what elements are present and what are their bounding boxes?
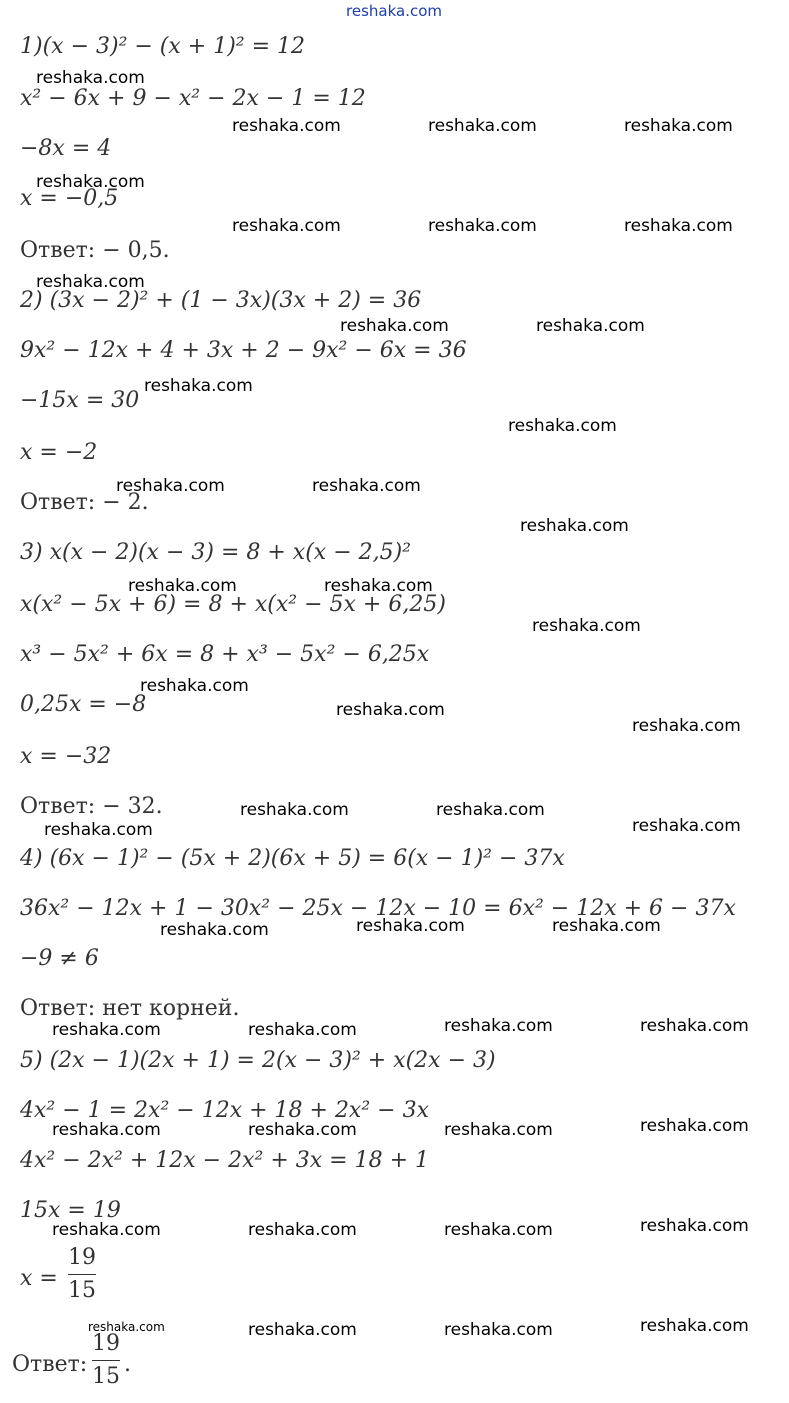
answer-4: Ответ: нет корней.	[20, 996, 240, 1021]
line-3-equation: 3) x(x − 2)(x − 3) = 8 + x(x − 2,5)²	[20, 540, 412, 565]
line-1-expanded: x² − 6x + 9 − x² − 2x − 1 = 12	[20, 86, 366, 111]
line-4-result: −9 ≠ 6	[20, 946, 99, 971]
watermark: reshaka.com	[36, 272, 145, 292]
watermark: reshaka.com	[444, 1016, 553, 1036]
watermark: reshaka.com	[336, 700, 445, 720]
line-3-expanded: x(x² − 5x + 6) = 8 + x(x² − 5x + 6,25)	[20, 592, 446, 617]
line-4-equation: 4) (6x − 1)² − (5x + 2)(6x + 5) = 6(x − 1)² − 37x	[20, 846, 565, 871]
watermark: reshaka.com	[632, 716, 741, 736]
watermark: reshaka.com	[128, 576, 237, 596]
watermark: reshaka.com	[640, 1016, 749, 1036]
watermark: reshaka.com	[444, 1220, 553, 1240]
line-2-root: x = −2	[20, 440, 98, 465]
fraction-bar	[68, 1274, 96, 1275]
watermark: reshaka.com	[640, 1216, 749, 1236]
watermark: reshaka.com	[140, 676, 249, 696]
watermark: reshaka.com	[36, 172, 145, 192]
line-2-expanded: 9x² − 12x + 4 + 3x + 2 − 9x² − 6x = 36	[20, 338, 467, 363]
line-5-root-fraction	[68, 1244, 96, 1305]
fraction-denominator: 15	[68, 1278, 96, 1303]
fraction-denominator: 15	[92, 1364, 120, 1389]
line-3-root: x = −32	[20, 744, 112, 769]
watermark: reshaka.com	[52, 1220, 161, 1240]
line-5-root-label: x =	[20, 1266, 58, 1291]
watermark: reshaka.com	[52, 1120, 161, 1140]
watermark: reshaka.com	[232, 116, 341, 136]
watermark: reshaka.com	[444, 1320, 553, 1340]
watermark: reshaka.com	[144, 376, 253, 396]
watermark: reshaka.com	[340, 316, 449, 336]
line-1-equation: 1)(x − 3)² − (x + 1)² = 12	[20, 34, 306, 59]
watermark: reshaka.com	[624, 116, 733, 136]
watermark: reshaka.com	[444, 1120, 553, 1140]
answer-2: Ответ: − 2.	[20, 490, 149, 515]
line-2-equation: 2) (3x − 2)² + (1 − 3x)(3x + 2) = 36	[20, 288, 422, 313]
watermark: reshaka.com	[52, 1020, 161, 1040]
watermark: reshaka.com	[232, 216, 341, 236]
answer-1: Ответ: − 0,5.	[20, 238, 170, 263]
line-1-simplified: −8x = 4	[20, 136, 112, 161]
watermark: reshaka.com	[356, 916, 465, 936]
watermark: reshaka.com	[44, 820, 153, 840]
watermark: reshaka.com	[532, 616, 641, 636]
watermark: reshaka.com	[552, 916, 661, 936]
answer-5-fraction	[92, 1330, 120, 1391]
watermark: reshaka.com	[160, 920, 269, 940]
line-5-expanded: 4x² − 1 = 2x² − 12x + 18 + 2x² − 3x	[20, 1098, 429, 1123]
watermark: reshaka.com	[436, 800, 545, 820]
line-5-collected: 4x² − 2x² + 12x − 2x² + 3x = 18 + 1	[20, 1148, 429, 1173]
watermark: reshaka.com	[508, 416, 617, 436]
line-1-root: x = −0,5	[20, 186, 119, 211]
watermark: reshaka.com	[640, 1316, 749, 1336]
answer-5-label: Ответ:	[12, 1352, 88, 1377]
fraction-numerator: 19	[92, 1331, 120, 1356]
watermark: reshaka.com	[536, 316, 645, 336]
line-3-expanded-2: x³ − 5x² + 6x = 8 + x³ − 5x² − 6,25x	[20, 642, 430, 667]
line-4-expanded: 36x² − 12x + 1 − 30x² − 25x − 12x − 10 = 6x² − 12x + 6 − 37x	[20, 896, 736, 921]
line-5-simplified: 15x = 19	[20, 1198, 121, 1223]
watermark: reshaka.com	[428, 116, 537, 136]
line-2-simplified: −15x = 30	[20, 388, 140, 413]
watermark: reshaka.com	[632, 816, 741, 836]
line-3-simplified: 0,25x = −8	[20, 692, 147, 717]
watermark: reshaka.com	[324, 576, 433, 596]
watermark: reshaka.com	[428, 216, 537, 236]
fraction-bar	[92, 1360, 120, 1361]
watermark: reshaka.com	[248, 1220, 357, 1240]
watermark: reshaka.com	[248, 1020, 357, 1040]
answer-3: Ответ: − 32.	[20, 794, 163, 819]
watermark: reshaka.com	[240, 800, 349, 820]
watermark: reshaka.com	[36, 68, 145, 88]
watermark: reshaka.com	[248, 1320, 357, 1340]
watermark: reshaka.com	[640, 1116, 749, 1136]
watermark: reshaka.com	[624, 216, 733, 236]
watermark: reshaka.com	[116, 476, 225, 496]
line-5-equation: 5) (2x − 1)(2x + 1) = 2(x − 3)² + x(2x − 3)	[20, 1048, 496, 1073]
watermark: reshaka.com	[312, 476, 421, 496]
watermark: reshaka.com	[520, 516, 629, 536]
watermark: reshaka.com	[88, 1320, 165, 1334]
watermark: reshaka.com	[248, 1120, 357, 1140]
fraction-numerator: 19	[68, 1245, 96, 1270]
answer-5-period: .	[124, 1352, 131, 1377]
top-watermark[interactable]: reshaka.com	[346, 2, 442, 20]
